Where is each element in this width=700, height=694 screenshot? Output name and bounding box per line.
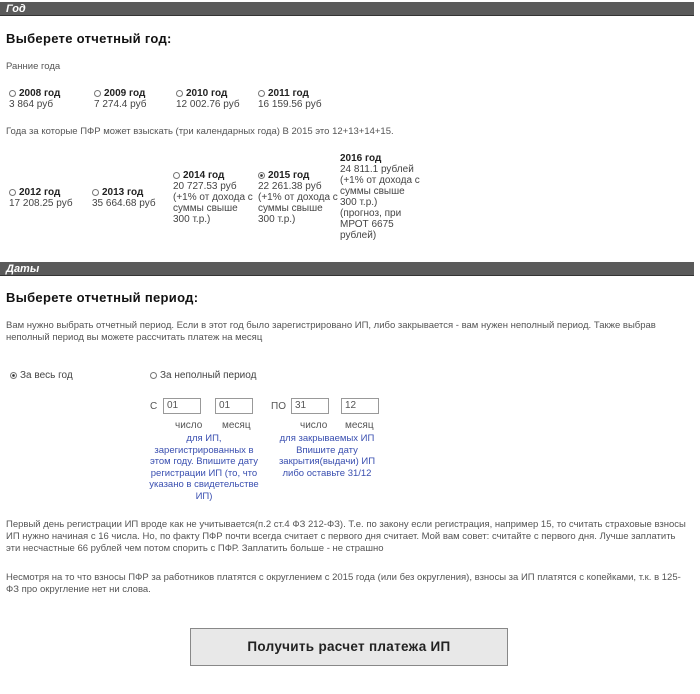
from-day-input[interactable] <box>163 398 201 414</box>
period-section-header: Даты <box>0 262 694 276</box>
year-option-2012[interactable]: 2012 год 17 208.25 руб <box>9 187 73 209</box>
to-day-caption: число <box>300 420 328 431</box>
years-note: Года за которые ПФР может взыскать (три календарных года) В 2015 это 12+13+14+15. <box>6 126 394 137</box>
year-section-title: Выберете отчетный год: <box>6 31 172 46</box>
radio-2010[interactable] <box>176 90 183 97</box>
radio-2009[interactable] <box>94 90 101 97</box>
radio-partial-period[interactable] <box>150 372 157 379</box>
to-month-caption: месяц <box>345 420 374 431</box>
from-month-caption: месяц <box>222 420 251 431</box>
radio-2008[interactable] <box>9 90 16 97</box>
year-section-header: Год <box>0 2 694 16</box>
year-option-2014[interactable]: 2014 год 20 727.53 руб (+1% от дохода с суммы свыше 300 т.р.) <box>173 170 253 225</box>
radio-2013[interactable] <box>92 189 99 196</box>
radio-2014[interactable] <box>173 172 180 179</box>
radio-2015[interactable] <box>258 172 265 179</box>
year-option-2010[interactable]: 2010 год 12 002.76 руб <box>176 88 240 110</box>
to-day-input[interactable] <box>291 398 329 414</box>
rounding-note: Несмотря на то что взносы ПФР за работников платятся с округлением с 2015 года (или без округления), взносы за ИП платятся с копейками, т.к. в 125-ФЗ про округление нет ни слова. <box>6 572 681 595</box>
period-section-title: Выберете отчетный период: <box>6 290 199 305</box>
year-option-2009[interactable]: 2009 год 7 274.4 руб <box>94 88 147 110</box>
year-option-2015[interactable]: 2015 год 22 261.38 руб (+1% от дохода с суммы свыше 300 т.р.) <box>258 170 338 225</box>
hint-closing: для закрываемых ИП Впишите дату закрытия(выдачи) ИП либо оставьте 31/12 <box>278 433 376 479</box>
registration-note: Первый день регистрации ИП вроде как не учитывается(п.2 ст.4 ФЗ 212-ФЗ). Т.е. по закону если регистрация, например 15, то считать страховые взносы ИП нужно начиная с 16 числа. Но, по факту ПФР почти всегда считает с первого дня считает. Мой вам совет: считайте с первого дня. Лучше заплатить эти несчастные 66 рублей чем потом спорить с ПФР. Заплатить больше - не страшно <box>6 519 686 554</box>
calculate-payment-button[interactable]: Получить расчет платежа ИП <box>190 628 508 666</box>
year-option-2011[interactable]: 2011 год 16 159.56 руб <box>258 88 322 110</box>
radio-full-year[interactable] <box>10 372 17 379</box>
radio-2012[interactable] <box>9 189 16 196</box>
year-option-2016: 2016 год 24 811.1 рублей (+1% от дохода с суммы свыше 300 т.р.) (прогноз, при МРОТ 6675 рублей) <box>340 153 420 241</box>
earlier-years-label: Ранние года <box>6 61 61 72</box>
from-month-input[interactable] <box>215 398 253 414</box>
year-option-2013[interactable]: 2013 год 35 664.68 руб <box>92 187 156 209</box>
from-day-caption: число <box>175 420 203 431</box>
to-month-input[interactable] <box>341 398 379 414</box>
radio-2011[interactable] <box>258 90 265 97</box>
period-option-full[interactable]: За весь год <box>10 370 73 381</box>
hint-registration: для ИП, зарегистрированных в этом году. Впишите дату регистрации ИП (то, что указано в свидетельстве ИП) <box>149 433 259 502</box>
year-option-2008[interactable]: 2008 год 3 864 руб <box>9 88 61 110</box>
period-description: Вам нужно выбрать отчетный период. Если в этот год было зарегистрировано ИП, либо закрывается - вам нужен неполный период. Также выбрав неполный период вы можете рассчитать платеж на месяц <box>6 320 656 343</box>
period-option-partial[interactable]: За неполный период <box>150 370 256 381</box>
to-label: ПО <box>271 401 286 412</box>
from-label: С <box>150 401 158 412</box>
